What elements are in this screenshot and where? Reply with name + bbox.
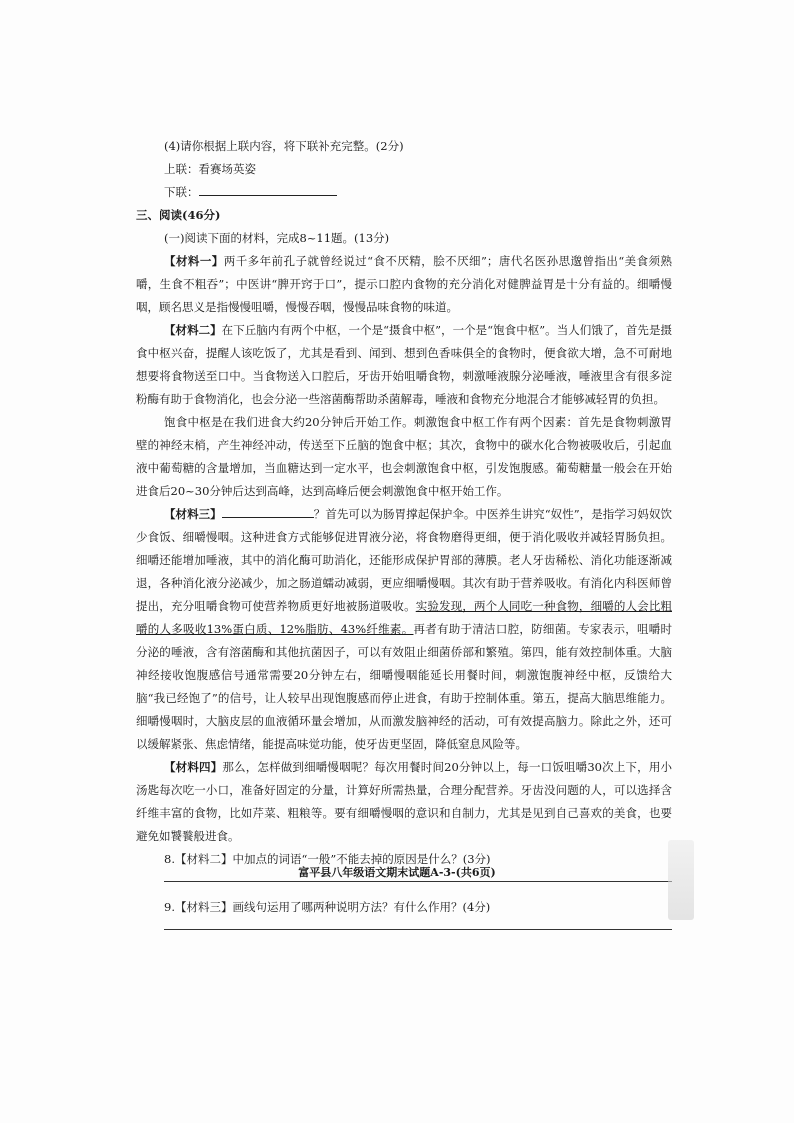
- material-2-text-1: 在下丘脑内有两个中枢，一个是“摄食中枢”，一个是“饱食中枢”。当人们饿了，首先是摄食中枢兴奋，提醒人该吃饭了，尤其是看到、闻到、想到色香味俱全的食物时，便食欲大增，急不可耐地想要将食物送至口中。当食物送入口腔后，牙齿开始咀嚼食物，刺激唾液腺分泌唾液，唾液里含有很多淀粉酶有助于食物消化，也会分泌一些溶菌酶帮助杀菌解毒，唾液和食物充分地混合才能够减轻胃的负担。: [136, 323, 673, 406]
- exam-content: [136, 135, 672, 944]
- material-2-tag: 【材料二】: [164, 323, 222, 337]
- question-9-answer-line[interactable]: [164, 923, 672, 930]
- material-4-text: 那么，怎样做到细嚼慢咽呢？每次用餐时间20分钟以上，每一口饭咀嚼30次上下，用小汤匙每次吃一小口，准备好固定的分量，计算好所需热量，合理分配营养。牙齿没问题的人，可以选择含纤维丰富的食物，比如芹菜、粗粮等。要有细嚼慢咽的意识和自制力，尤其是见到自己喜欢的美食，也要避免如饕餮般进食。: [136, 760, 673, 843]
- couplet-upper-text: 看赛场英姿: [198, 162, 256, 176]
- couplet-upper-label: 上联：: [164, 162, 199, 176]
- material-3-underlined-sentence: 实验发现，两个人同吃一种食物，细嚼的人会比粗嚼的人多吸收13%蛋白质、12%脂肪、43%纤维素。: [136, 599, 672, 636]
- part-1-title: (一)阅读下面的材料，完成8~11题。(13分): [164, 231, 390, 245]
- couplet-lower: [136, 181, 672, 204]
- couplet-lower-answer-blank[interactable]: [199, 181, 337, 196]
- couplet-upper: [136, 158, 672, 181]
- material-4: [136, 756, 672, 848]
- section-3-title: 三、阅读(46分): [136, 208, 221, 222]
- material-3-text: ？首先可以为肠胃撑起保护伞。中医养生讲究“奴性”，是指学习妈奴饮少食饭、细嚼慢咽。这种进食方式能够促进胃液分泌，将食物磨得更细，便于消化吸收并减轻胃肠负担。细嚼还能增加唾液，其中的消化酶可助消化，还能形成保护胃部的薄膜。老人牙齿稀松、消化功能逐渐减退，各种消化液分泌减少，加之肠道蠕动减弱，更应细嚼慢咽。其次有助于营养吸收。有消化内科医师曾提出，充分咀嚼食物可使营养物质更好地被肠道吸收。: [136, 507, 672, 613]
- material-3-text-rest: 再者有助于清洁口腔，防细菌。专家表示，咀嚼时分泌的唾液，含有溶菌酶和其他抗菌因子，可以有效阻止细菌侨部和繁殖。第四，能有效控制体重。大脑神经接收饱腹感信号通常需要20分钟左右，细嚼慢咽能延长用餐时间，刺激饱腹神经中枢，反馈给大脑“我已经饱了”的信号，让人较早出现饱腹感而停止进食，有助于控制体重。第五，提高大脑思维能力。细嚼慢咽时，大脑皮层的血液循环量会增加，从而激发脑神经的活动，可有效提高脑力。除此之外，还可以缓解紧张、焦虑情绪，能提高味觉功能，使牙齿更坚固，降低窒息风险等。: [136, 622, 673, 751]
- couplet-lower-label: 下联：: [164, 185, 199, 199]
- material-3-tag: 【材料三】: [164, 507, 222, 521]
- question-8: 8.【材料二】中加点的词语“一般”不能去掉的原因是什么？(3分): [164, 852, 491, 866]
- material-1: [136, 250, 672, 319]
- material-4-tag: 【材料四】: [164, 760, 223, 774]
- material-3: [136, 503, 672, 756]
- question-9: 9.【材料三】画线句运用了哪两种说明方法？有什么作用？(4分): [164, 900, 491, 914]
- material-1-tag: 【材料一】: [164, 254, 224, 268]
- question-4-prompt: (4)请你根据上联内容，将下联补充完整。(2分): [164, 139, 404, 153]
- material-3-title-blank[interactable]: [222, 503, 314, 518]
- page-footer: 富平县八年级语文期末试题A-3-(共6页): [298, 866, 496, 879]
- material-2-paragraph-2: 饱食中枢是在我们进食大约20分钟后开始工作。刺激饱食中枢工作有两个因素：首先是食物刺激胃壁的神经末梢，产生神经冲动，传送至下丘脑的饱食中枢；其次，食物中的碳水化合物被吸收后，引起血液中葡萄糖的含量增加，当血糖达到一定水平，也会刺激饱食中枢，引发饱腹感。葡萄糖量一般会在开始进食后20~30分钟后达到高峰，达到高峰后便会刺激饱食中枢开始工作。: [136, 415, 672, 498]
- scan-smudge: [668, 840, 694, 920]
- material-2-paragraph-1: [136, 319, 672, 411]
- material-1-text: 两千多年前孔子就曾经说过“食不厌精，脍不厌细”；唐代名医孙思邈曾指出“美食须熟嚼，生食不粗吞”；中医讲“脾开窍于口”，提示口腔内食物的充分消化对健脾益胃是十分有益的。细嚼慢咽，顾名思义是指慢慢咀嚼，慢慢吞咽，慢慢品味食物的味道。: [136, 254, 672, 314]
